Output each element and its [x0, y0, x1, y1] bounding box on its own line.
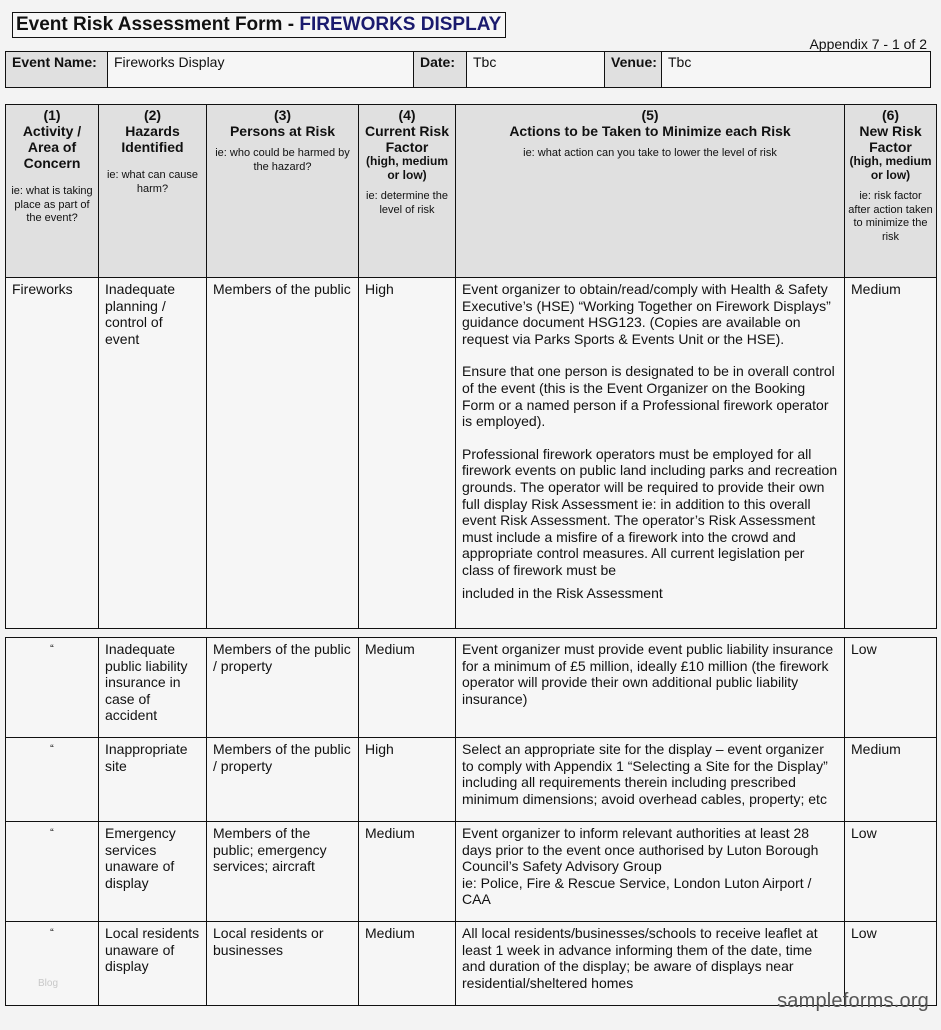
activity-cell: “: [6, 922, 99, 1006]
form-title: [12, 12, 506, 38]
blog-watermark: Blog: [38, 978, 59, 989]
risk-table-header: [5, 104, 937, 279]
table-row: [6, 738, 937, 822]
actions-cell: [456, 278, 845, 629]
column-title: Persons at Risk: [229, 123, 336, 139]
hazard-cell: Inappropriate site: [99, 738, 207, 822]
current-risk-cell: High: [359, 738, 456, 822]
new-risk-cell: Low: [845, 822, 937, 922]
activity-cell: “: [6, 822, 99, 922]
action-paragraph: Event organizer to obtain/read/comply with Health & Safety Executive’s (HSE) “Working Together on Firework Displays” guidance document HSG123. (Copies are available on request via Parks Sports & Events Unit or the HSE).: [462, 281, 831, 347]
column-number: (1): [43, 107, 61, 123]
current-risk-cell: Medium: [359, 822, 456, 922]
column-note: ie: risk factor after action taken to minimize the risk: [848, 190, 933, 243]
column-header-actions: [456, 105, 845, 279]
action-paragraph: Ensure that one person is designated to be in overall control of the event (this is the Event Organizer on the Booking Form or a named person if a Professional firework operator is employed).: [462, 363, 835, 430]
event-info-table: [5, 51, 931, 88]
hazard-cell: Emergency services unaware of display: [99, 822, 207, 922]
action-paragraph: Select an appropriate site for the display – event organizer to comply with Appendix 1 “Selecting a Site for the Display” including all requirements therein including prescribed minimum dimensions; avoid overhead cables, property; etc: [462, 741, 828, 807]
new-risk-cell: Low: [845, 638, 937, 738]
risk-table-section-1: [5, 277, 937, 629]
table-row: [6, 822, 937, 922]
actions-cell: [456, 638, 845, 738]
persons-cell: Members of the public / property: [207, 638, 359, 738]
column-title: Activity / Area of Concern: [22, 123, 82, 171]
persons-cell: Members of the public: [207, 278, 359, 629]
column-note: ie: what action can you take to lower the level of risk: [523, 147, 777, 159]
persons-cell: Members of the public / property: [207, 738, 359, 822]
column-note: ie: what is taking place as part of the event?: [11, 185, 93, 225]
action-paragraph: included in the Risk Assessment: [462, 584, 663, 601]
actions-cell: [456, 738, 845, 822]
column-number: (4): [398, 107, 416, 123]
current-risk-cell: Medium: [359, 638, 456, 738]
column-header-persons: [207, 105, 359, 279]
column-number: (3): [273, 107, 292, 123]
new-risk-cell: Low: [845, 922, 937, 1006]
event-name-value: Fireworks Display: [108, 52, 414, 88]
form-title-accent: FIREWORKS DISPLAY: [299, 14, 502, 35]
venue-value: Tbc: [662, 52, 931, 88]
persons-cell: Members of the public; emergency services; aircraft: [207, 822, 359, 922]
column-qualifier: (high, medium or low): [366, 154, 448, 182]
event-name-label: Event Name:: [6, 52, 108, 88]
form-title-main: Event Risk Assessment Form: [16, 14, 283, 35]
column-number: (5): [641, 107, 659, 123]
action-paragraph: Event organizer to inform relevant authorities at least 28 days prior to the event once authorised by Luton Borough Council’s Safety Advisory Group: [462, 825, 819, 875]
column-header-new-risk: [845, 105, 937, 279]
column-number: (6): [881, 107, 900, 123]
appendix-label: Appendix 7 - 1 of 2: [809, 36, 927, 52]
form-title-separator: -: [282, 14, 300, 35]
current-risk-cell: High: [359, 278, 456, 629]
action-paragraph: Professional firework operators must be employed for all firework events on public land including parks and recreation grounds. The operator will be required to provide their own full display Risk Assessment ie: in addition to this overall event Risk Assessment. The operator’s Risk Assessment must include a misfire of a firework into the crowd and appropriate control measures. All current legislation per class of firework must be: [462, 445, 838, 578]
activity-cell: Fireworks: [6, 278, 99, 629]
column-title: Hazards Identified: [121, 123, 184, 155]
table-row: [6, 278, 937, 629]
action-paragraph: Event organizer must provide event public liability insurance for a minimum of £5 million, ideally £10 million (the firework operator will provide their own additional public liability insurance): [462, 641, 834, 707]
column-header-current-risk: [359, 105, 456, 279]
site-watermark: sampleforms.org: [777, 990, 929, 1012]
action-paragraph: All local residents/businesses/schools to receive leaflet at least 1 week in advance informing them of the date, time and duration of the display; be aware of displays near residential/sheltered homes: [462, 925, 818, 991]
activity-cell: “: [6, 738, 99, 822]
hazard-cell: Inadequate planning / control of event: [99, 278, 207, 629]
column-note: ie: who could be harmed by the hazard?: [215, 147, 350, 173]
column-title: Current Risk Factor: [364, 123, 450, 155]
persons-cell: Local residents or businesses: [207, 922, 359, 1006]
column-qualifier: (high, medium or low): [849, 154, 932, 182]
column-title: New Risk Factor: [859, 123, 922, 155]
column-header-activity: [6, 105, 99, 279]
column-title: Actions to be Taken to Minimize each Risk: [509, 123, 791, 139]
hazard-cell: Local residents unaware of display: [99, 922, 207, 1006]
table-row: [6, 638, 937, 738]
column-note: ie: what can cause harm?: [106, 169, 199, 195]
hazard-cell: Inadequate public liability insurance in case of accident: [99, 638, 207, 738]
new-risk-cell: Medium: [845, 278, 937, 629]
column-note: ie: determine the level of risk: [366, 190, 448, 216]
new-risk-cell: Medium: [845, 738, 937, 822]
current-risk-cell: Medium: [359, 922, 456, 1006]
date-value: Tbc: [467, 52, 605, 88]
column-header-hazards: [99, 105, 207, 279]
risk-table-section-2: [5, 637, 937, 1006]
action-paragraph: ie: Police, Fire & Rescue Service, London Luton Airport / CAA: [462, 874, 812, 908]
actions-cell: [456, 822, 845, 922]
column-number: (2): [143, 107, 162, 123]
date-label: Date:: [414, 52, 467, 88]
activity-cell: “: [6, 638, 99, 738]
venue-label: Venue:: [605, 52, 662, 88]
